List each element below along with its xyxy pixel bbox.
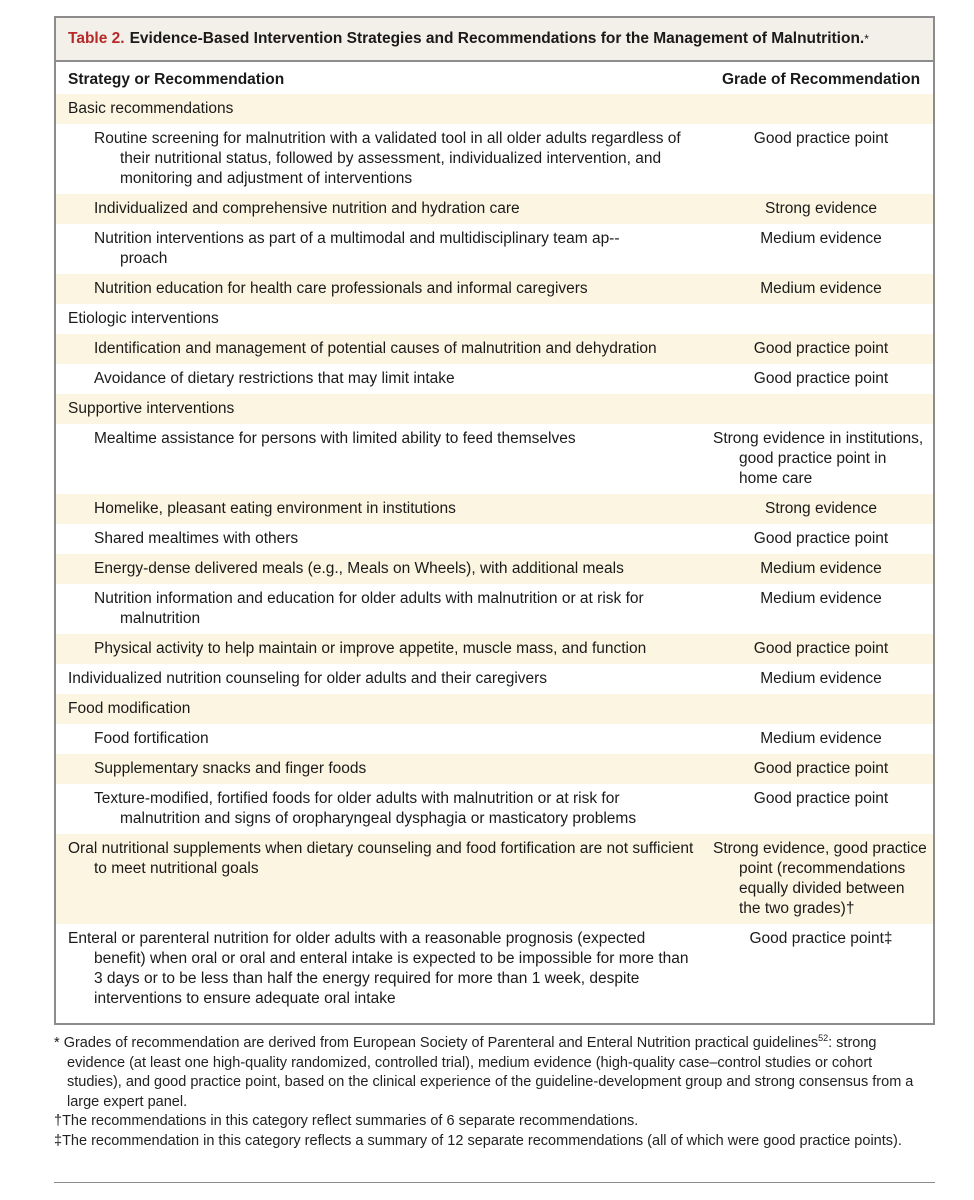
table-row: [56, 924, 933, 1014]
table-row: [56, 554, 933, 584]
footnote-dagger: [54, 1112, 928, 1132]
row-grade: Strong evidence, good practice point (recommendations equally divided between the two grades)†: [713, 840, 927, 917]
row-text: Physical activity to help maintain or improve appetite, muscle mass, and function: [94, 640, 647, 657]
footnote-dagger-marker: †: [54, 1113, 63, 1129]
table-row: [56, 784, 933, 834]
row-text: Nutrition information and education for older adults with malnutrition or at risk for malnutrition: [94, 590, 644, 627]
row-text: Nutrition education for health care professionals and informal caregivers: [94, 280, 588, 297]
row-grade: Good practice point: [753, 790, 889, 807]
table-footnotes: [54, 1034, 928, 1151]
table-row: [56, 524, 933, 554]
section-row-etiologic: [56, 304, 933, 334]
row-grade: Good practice point: [753, 340, 889, 357]
row-grade: Good practice point‡: [749, 930, 893, 947]
row-grade: Medium evidence: [760, 670, 882, 687]
row-grade: Good practice point: [753, 640, 889, 657]
row-grade: Medium evidence: [760, 280, 882, 297]
table-row: [56, 584, 933, 634]
footnote-star-ref: 52: [818, 1033, 829, 1044]
row-text: Supportive interventions: [68, 400, 235, 417]
table-row: [56, 364, 933, 394]
table-row: [56, 424, 933, 494]
row-text: Nutrition interventions as part of a multimodal and multidisciplinary team ap-proach: [94, 230, 620, 267]
table-row: [56, 334, 933, 364]
row-grade: Medium evidence: [760, 560, 882, 577]
row-text: Food fortification: [94, 730, 209, 747]
row-grade: Strong evidence in institutions, good practice point in home care: [713, 430, 924, 487]
table-row: [56, 124, 933, 194]
row-grade: Good practice point: [753, 130, 889, 147]
table-row: [56, 834, 933, 924]
table-header-row: [56, 62, 933, 94]
row-grade: Strong evidence: [764, 500, 878, 517]
footnote-star: [54, 1034, 928, 1112]
row-text: Routine screening for malnutrition with a validated tool in all older adults regardless of their nutritional status, followed by assessment, individualized intervention, and monitoring and adjustment of interventions: [94, 130, 681, 187]
row-text: Etiologic interventions: [68, 310, 219, 327]
row-text: Mealtime assistance for persons with limited ability to feed themselves: [94, 430, 576, 447]
section-row-supportive: [56, 394, 933, 424]
header-strategy: Strategy or Recommendation: [68, 71, 285, 88]
table-row: [56, 634, 933, 664]
bottom-rule: [54, 1182, 935, 1183]
row-grade: Medium evidence: [760, 730, 882, 747]
section-row-basic: [56, 94, 933, 124]
table-caption: [56, 18, 933, 62]
table-row: [56, 754, 933, 784]
table-frame: [54, 16, 935, 1025]
row-text: Food modification: [68, 700, 191, 717]
footnote-star-marker: *: [54, 1035, 60, 1051]
table-row: [56, 224, 933, 274]
table-row: [56, 664, 933, 694]
row-text: Individualized nutrition counseling for older adults and their caregivers: [68, 670, 548, 687]
row-text: Oral nutritional supplements when dietary counseling and food fortification are not sufficient to meet nutritional goals: [68, 840, 694, 877]
footnote-dagger-text: The recommendations in this category reflect summaries of 6 separate recommendations.: [62, 1113, 639, 1129]
caption-footnote-marker: *: [864, 32, 869, 46]
row-grade: Good practice point: [753, 760, 889, 777]
table-title: Evidence-Based Intervention Strategies and Recommendations for the Management of Malnutrition.: [129, 30, 865, 47]
row-text: Supplementary snacks and finger foods: [94, 760, 367, 777]
header-grade: Grade of Recommendation: [721, 71, 921, 88]
row-grade: Medium evidence: [760, 590, 882, 607]
section-row-food-modification: [56, 694, 933, 724]
row-text: Texture-modified, fortified foods for older adults with malnutrition or at risk for malnutrition and signs of oropharyngeal dysphagia or masticatory problems: [94, 790, 637, 827]
row-grade: Strong evidence: [764, 200, 878, 217]
row-text: Shared mealtimes with others: [94, 530, 299, 547]
footnote-star-text-b: : strong evidence (at least one high-quality randomized, controlled trial), medium evidence (high-quality case–control studies or cohort studies), and good practice point, based on the clinical experience of the guideline-development group and strong consensus from a large expert panel.: [67, 1035, 914, 1110]
row-text: Identification and management of potential causes of malnutrition and dehydration: [94, 340, 657, 357]
row-grade: Medium evidence: [760, 230, 882, 247]
footnote-double-dagger-text: The recommendation in this category reflects a summary of 12 separate recommendations (all of which were good practice points).: [62, 1132, 902, 1149]
table-row: [56, 724, 933, 754]
row-grade: Good practice point: [753, 530, 889, 547]
row-text: Homelike, pleasant eating environment in institutions: [94, 500, 456, 517]
row-grade: Good practice point: [753, 370, 889, 387]
footnote-double-dagger-marker: ‡: [54, 1132, 63, 1149]
footnote-star-text-a: Grades of recommendation are derived from European Society of Parenteral and Enteral Nutrition practical guidelines: [63, 1035, 819, 1051]
table-row: [56, 494, 933, 524]
table-row: [56, 194, 933, 224]
row-text: Avoidance of dietary restrictions that may limit intake: [94, 370, 455, 387]
row-text: Basic recommendations: [68, 100, 234, 117]
row-text: Individualized and comprehensive nutrition and hydration care: [94, 200, 520, 217]
table-label: Table 2.: [68, 30, 125, 47]
row-text: Energy-dense delivered meals (e.g., Meals on Wheels), with additional meals: [94, 560, 624, 577]
table-row: [56, 274, 933, 304]
footnote-double-dagger: [54, 1132, 928, 1152]
row-text: Enteral or parenteral nutrition for older adults with a reasonable prognosis (expected benefit) when oral or oral and enteral intake is expected to be impossible for more than 3 days or to be less than half the energy required for more than 1 week, despite interventions to ensure adequate oral intake: [68, 930, 689, 1007]
